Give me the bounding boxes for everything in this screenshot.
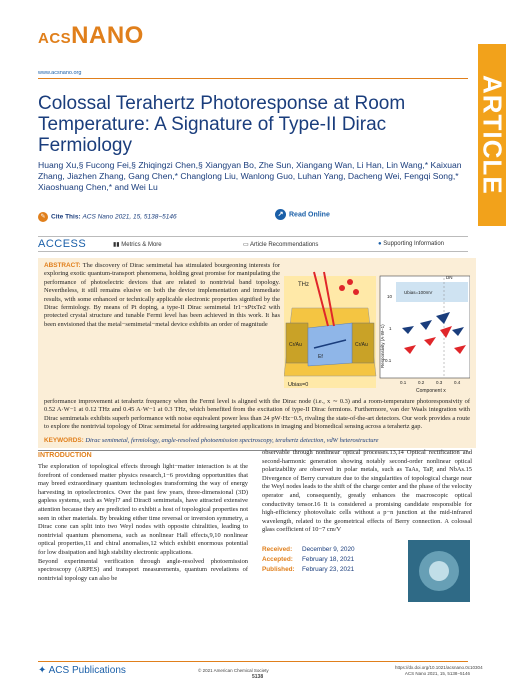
intro-column-2: observable through nonlinear optical processes.13,14 Optical rectification and second-harmonic generation showing notably second-order nonlinear optical polarizability are observed in polar metals, such as TaAs, TaP, and NbAs.15 Divergence of Berry curvature due to the singularities of topological charge near the Weyl nodes leads to the shift of the charge center and the phase of the velocity operator and, consequently, greatly enhances the macroscopic optical conductivity tensor.16 It is considered a promising candidate responsible for high-efficiency photovoltaic cells without a p−n junction at the mid-infrared wavelength, related to the geometrical effects of Berry connection. A colossal glass coefficient of 10−7 cm/V bbox=[262, 449, 472, 534]
read-online-icon: ↗ bbox=[275, 209, 286, 220]
ubias-label: Ubias=0 bbox=[288, 382, 309, 388]
logo-prefix: ACS bbox=[38, 30, 72, 47]
keywords-label: KEYWORDS: bbox=[44, 437, 84, 444]
access-bar bbox=[38, 236, 468, 252]
acs-publications-icon: ✦ bbox=[38, 665, 47, 676]
y-axis-label: Responsivity (A·W−1) bbox=[380, 324, 385, 368]
metrics-label: Metrics & More bbox=[121, 242, 162, 248]
cite-this[interactable] bbox=[38, 212, 177, 222]
electrode-left-label: Cr/Au bbox=[289, 342, 302, 348]
bar-chart-icon: ▮▮ bbox=[113, 242, 120, 248]
xtick: 0.1 bbox=[400, 380, 407, 385]
field-label: Ef bbox=[318, 354, 323, 360]
abstract-text-left bbox=[44, 262, 280, 329]
doi-link[interactable]: https://dx.doi.org/10.1021/acsnano.0c10304 bbox=[395, 665, 483, 670]
publisher-name: ACS Publications bbox=[48, 665, 126, 676]
intro-column-1: The exploration of topological effects through light−matter interaction is at the forefront of condensed matter physics research,1−6 providing opportunities that may breed extraordinary quantum technologies transforming the way of energy harvesting in optoelectronics. Over the past few years, three-dimensional (3D) gapless systems, such as Weyl7 and Dirac8 semimetals, have attracted extensive attention because they are predicted to exhibit a host of topological properties not seen in other materials. By breaking either time reversal or inversion symmetry, a Dirac cone can split into two Weyl nodes with opposite chiralities, leading to nontrivial quantum phenomena, such as nonlinear Hall effects,9,10 nonlinear optical properties,11 and chiral anomalies,12 which exhibit enormous potential for low dissipation and high stability electronic applications. Beyond experimental verification through angle-resolved photoemission spectroscopy (ARPES) and transport measurements, quantum revelations of nontrivial topology can also be bbox=[38, 463, 248, 582]
ytick: 0.1 bbox=[385, 358, 392, 363]
published-date: February 23, 2021 bbox=[302, 566, 355, 573]
metrics-link[interactable] bbox=[113, 241, 162, 248]
accepted-label: Accepted: bbox=[262, 556, 293, 563]
abstract-body-left: The discovery of Dirac semimetal has stimulated bourgeoning interests for exploring exotic quantum-transport phenomena, holding great promise for manipulating the performance of photoelectric devices that are related to nontrivial band topology. Nevertheless, it still remains elusive on both the device implementation and immediate results, with some enhanced or technically applicable electronic properties signified by the Dirac fermiology. By means of Pt doping, a type-II Dirac semimetal Ir1−xPtxTe2 with protected crystal structure and tunable Fermi level has been achieved in this work. It has been envisioned that the metal−semimetal−metal device exhibits an order of magnitude bbox=[44, 262, 280, 328]
page-number: 5138 bbox=[252, 674, 264, 680]
keywords-list: Dirac semimetal, fermiology, angle-resolved photoemission spectroscopy, terahertz detection, vdW heterostructure bbox=[85, 437, 379, 444]
particle bbox=[353, 289, 359, 295]
cite-label: Cite This: bbox=[51, 213, 81, 221]
abstract-text-full: performance improvement at terahertz frequency when the Fermi level is aligned with the Dirac node (i.e., x ∼ 0.3) and a room-temperature photoresponsivity of 0.52 A·W−1 at 0.12 THz and 0.45 A·W−1 at 0.3 THz, which benefited from the excitation of type-II Dirac fermions. Furthermore, van der Waals integration with Dirac semimetals exhibits superb performance with noise equivalent power less than 24 pW·Hz−0.5, rivaling the state-of-the-art detectors. Our work provides a route to explore the nontrivial topology of Dirac semimetal for addressing targeted applications in imaging and biomedical sensing across a terahertz gap. bbox=[44, 398, 470, 431]
read-online-label: Read Online bbox=[289, 211, 330, 219]
received-date: December 9, 2020 bbox=[302, 546, 355, 553]
author-list[interactable]: Huang Xu,§ Fucong Fei,§ Zhiqingzi Chen,§ Xiangyan Bo, Zhe Sun, Xiangang Wan, Li Han, Lin Wang,* Kaixuan Zhang, Jiazhen Zhang, Gang Chen,* Changlong Liu, Wanlong Guo, Luhan Yang, Dacheng Wei, Fengqi Song,* Xiaoshuang Chen,* and Wei Lu bbox=[38, 160, 462, 192]
ytick: 1 bbox=[389, 326, 392, 331]
electrode-right-label: Cr/Au bbox=[355, 342, 368, 348]
article-title: Colossal Terahertz Photoresponse at Room Temperature: A Signature of Type-II Dirac Fermiology bbox=[38, 93, 406, 156]
recommendations-label: Article Recommendations bbox=[250, 242, 319, 248]
document-icon: ▭ bbox=[243, 242, 249, 248]
journal-cover-thumbnail[interactable] bbox=[408, 540, 470, 602]
xtick: 0.3 bbox=[436, 380, 443, 385]
ytick: 10 bbox=[387, 294, 393, 299]
cite-icon: ✎ bbox=[38, 212, 48, 222]
read-online-button[interactable] bbox=[275, 209, 330, 220]
published-label: Published: bbox=[262, 566, 295, 573]
particle bbox=[339, 285, 345, 291]
info-icon: ● bbox=[378, 241, 382, 247]
cite-reference: ACS Nano 2021, 15, 5138−5146 bbox=[82, 213, 177, 221]
logo-name: NANO bbox=[71, 22, 144, 49]
supporting-label: Supporting Information bbox=[383, 241, 444, 247]
publication-dates bbox=[262, 545, 402, 575]
footer-divider bbox=[38, 661, 468, 662]
journal-logo[interactable] bbox=[38, 22, 144, 50]
received-label: Received: bbox=[262, 546, 293, 553]
xtick: 0.4 bbox=[454, 380, 461, 385]
section-tag: ARTICLE bbox=[478, 44, 506, 226]
toc-figure bbox=[284, 268, 470, 394]
copyright: © 2021 American Chemical Society bbox=[198, 668, 269, 673]
ubias-inset-label: Ubias=100mV bbox=[404, 290, 433, 295]
x-axis-label: Component x bbox=[416, 388, 446, 394]
xtick: 0.2 bbox=[418, 380, 425, 385]
accepted-date: February 18, 2021 bbox=[302, 556, 355, 563]
journal-website-link[interactable]: www.acsnano.org bbox=[38, 70, 82, 76]
article-recommendations-link[interactable] bbox=[243, 241, 318, 248]
abstract-label: ABSTRACT: bbox=[44, 262, 81, 269]
doi-info bbox=[395, 665, 483, 677]
dn-label: DN bbox=[446, 275, 453, 280]
supporting-info-link[interactable] bbox=[378, 241, 444, 247]
keywords bbox=[44, 437, 470, 445]
access-label: ACCESS bbox=[38, 238, 87, 250]
acs-publications-logo[interactable] bbox=[38, 665, 126, 676]
thz-label: THz bbox=[298, 282, 309, 288]
intro-heading: INTRODUCTION bbox=[38, 452, 92, 459]
header-divider bbox=[38, 78, 468, 79]
footer-citation: ACS Nano 2021, 15, 5138−5146 bbox=[404, 671, 470, 676]
particle bbox=[347, 279, 353, 285]
